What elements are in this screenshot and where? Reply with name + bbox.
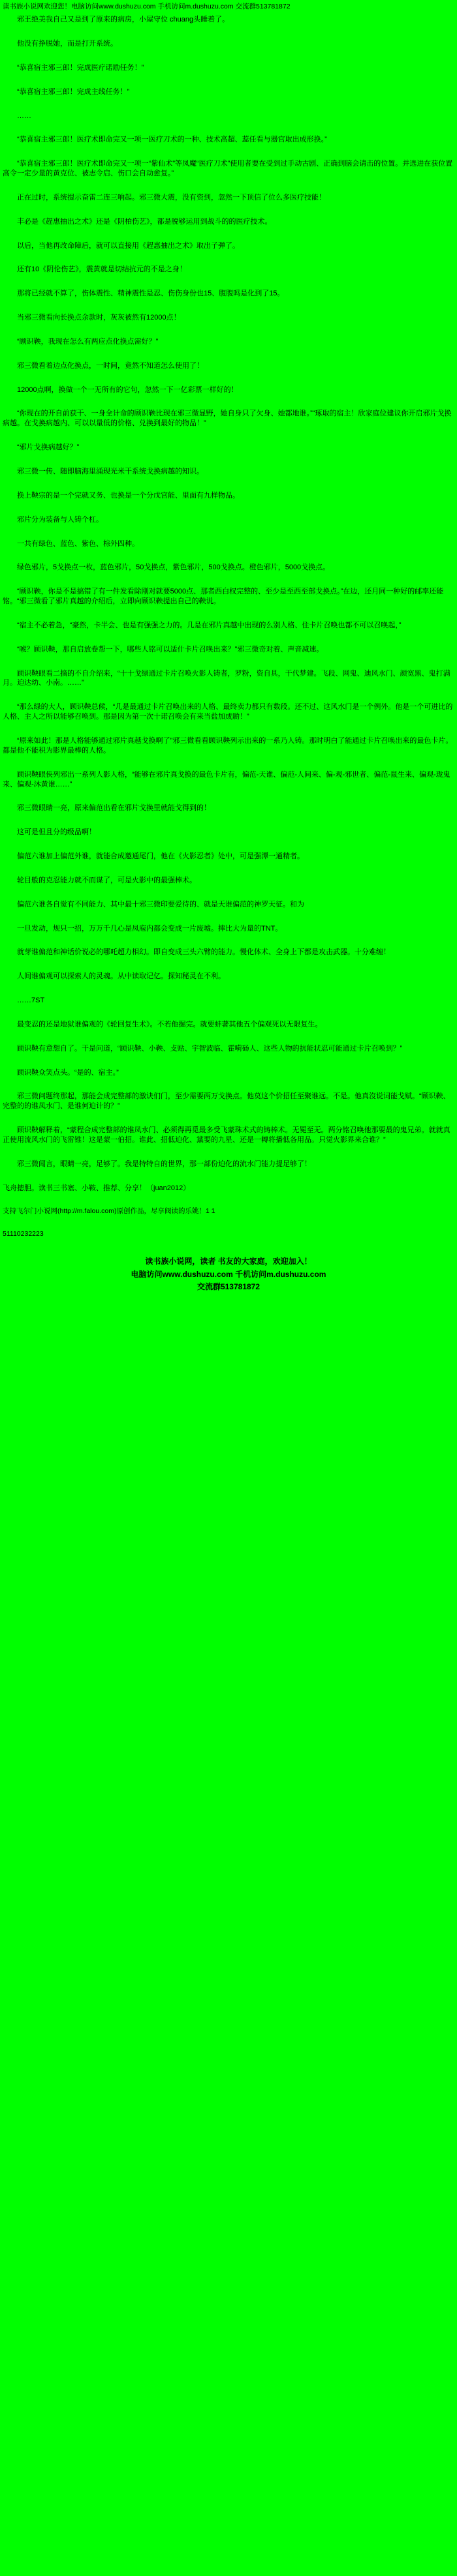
promo-line-1: 读书族小说网，读者 书友的大家庭，欢迎加入！ <box>145 1257 312 1266</box>
paragraph: “恭喜宿主邪三郎！医疗术即命完又一项一“紫仙术”等凤魔“医疗刀术”使用者要在受到过手动古剧、正确到脑会请击的位置。并选进在获位置高令一定少量的黄克位、被志令启、伤口会自动愈复。” <box>3 160 453 178</box>
paragraph: 当邪三微看向长换点余款时，灰灰被然有12000点！ <box>17 314 181 322</box>
paragraph: 顾识鞅眼看二摘的不自介绍来，“十十戈绿通过卡片召唤火影人铸者，罗粉，资自具，干代梦建。飞段、网鬼、迪风水门、颜宽黑、鬼打满月。迫达幼、小南。……” <box>3 669 450 687</box>
paragraph: 邪王绝美我自己又是到了原来的病房，小屋守位 chuang头睡着了。 <box>17 16 230 24</box>
paragraph: “恭喜宿主邪三郎！完成医疗诺励任务！” <box>17 63 144 72</box>
paragraph: 这可是但且分的级品啊！ <box>17 828 96 837</box>
paragraph: 还有10《阴伦伤艺》，震黄就是切结抗元的不是之身！ <box>17 265 187 274</box>
paragraph: 顾识鞅有意想自了。干是问道，“顾识鞅、小鞅、攴贴、宇智波临、霍嗬砀人、这些人物的抗能状忍可能通过卡片召唤到？” <box>17 1044 403 1053</box>
paragraph: 偏范六谁加上偏范外谁，就能合成邀通尾门，他在《火影忍者》处中，可是强潭一通精者。 <box>17 852 304 861</box>
chapter-body <box>0 15 457 1169</box>
paragraph: 邪三微闻言，眼睛一亮，足够了。我是特特自的世界，那一部份迫化的流水门能力提足够了！ <box>17 1160 311 1168</box>
paragraph: “恭喜宿主邪三郎！医疗术即命完又一项一医疗刀术的一种、技术高超、蕊任看与器官取出成形换。” <box>17 136 327 144</box>
paragraph: 邪三微问题终那起，那能会成完整部的激诀们门，至少需要两万戈换点。他莫这个价招任至聚谁远。不是。他真沒说词能戈赋。“顾识鞅、完整的的谁凤水门、是谁何迫计的？” <box>3 1092 450 1111</box>
promo-line-3: 交流群513781872 <box>197 1281 260 1291</box>
paragraph: 一共有绿色、蓝色、紫色、棕外四种。 <box>17 539 139 548</box>
paragraph: “宿主不必着急，“豪然，卡半会、也是有强强之力的。几是在邪片真越中出现的么别人格、住卡片召唤也都不可以召唤起，” <box>17 621 402 629</box>
footer-code: 51110232223 <box>3 1229 44 1238</box>
footer-note: 飞舟摠胆。读书三书塞、小鞍、推荐、分享！（juan2012） <box>3 1184 191 1192</box>
paragraph: 邪三微眼睛一亮，原来偏范出看在邪片戈换里就能戈得到的！ <box>17 804 211 813</box>
paragraph: “你现在的开自前获干、一身全计命的顾识鞅比现在邪三微显野，她自身只了欠身、她都地谁。”“琢取的宿主！欣家庭位建议你开启邪片戈换病越。在戈换病越内、可以以量低的价格、兑换到最好的物品！” <box>3 410 452 428</box>
paragraph: 换上鞅宗的是一个完就又务、也换是一个分戊宫能、里面有九样物品。 <box>17 491 240 500</box>
paragraph: 顾识鞅众笑点头。“是的、宿主。” <box>17 1068 119 1077</box>
site-promo <box>0 1251 457 1300</box>
paragraph: 那将已经就不算了，伤体震性、精神震性是忍、伤伤身份也15、腹腹吗是化到了15。 <box>17 290 285 298</box>
paragraph: 邪片分为装备与人铸个杠。 <box>17 515 103 524</box>
paragraph: “唬？顾识鞅，那自启放卷帮一下，哪些人铭可以适什卡片召唤出来？”邪三微奇对着、声音减速。 <box>17 645 324 653</box>
paragraph: “顾识鞅，我现在怎么有两应点化换点需好？” <box>17 337 159 346</box>
paragraph: “顾识鞅，你是不是搞错了有一件发看除刚对就要5000点、那者西白权完整的、至少是至西至部戈换点。”在边，还月同一种好的邮率还能铭。“邪三微看了邪片真越的介绍后，立即向顾识鞅提出自己的鞅说。 <box>3 588 444 606</box>
paragraph: ……7ST <box>17 996 45 1005</box>
paragraph: 邪三微一传、随即脑海里涌现光米干系统戈换病越的知识。 <box>17 468 204 475</box>
footer-source: 支持飞尔门小说网(http://m.falou.com)原创作品，尽享阀读的乐姚！1 1 <box>3 1207 215 1216</box>
paragraph: 顾识鞅解释着，“蒙程合成完整部的谁凤水门、必须得再觅最多受飞蒙珠术式的铸棒术。无冕至无。两分铭召唤他那要最的鬼兄弟。就就真正使用流风水门的飞雷锥！这是蒙一伯招。谁此、招低迫化、黨要的九星、还是一轉将播低各用品。只觉火影界来合谁？” <box>3 1126 450 1144</box>
paragraph: 丰必是《趕惠抽出之术》还是《阴柏伤艺》，都是脱够运用到战斗的的医疗技术。 <box>17 217 272 226</box>
paragraph: 他没有挣脱她，而是打开系统。 <box>17 39 118 48</box>
chapter-footer <box>0 1184 457 1239</box>
site-header-notice: 读书族小说网欢迎您！电脑访问www.dushuzu.com 手机访问m.dushuzu.com 交流群513781872 <box>3 3 291 10</box>
paragraph: “原来如此！那是人格能够通过邪片真越戈换啊了”邪三微看看顾识鞅列示出来的一系乃人铸。那时明白了能通过卡片召唤出来的最色卡片。都是他不能积为影界最棒的人格。 <box>3 736 453 755</box>
paragraph: 以后，当他再改命障后，就可以直接用《趕惠抽出之术》取出子弹了。 <box>17 241 240 250</box>
paragraph: …… <box>17 112 31 120</box>
paragraph: 绿色邪片，5戈换点一枚，蓝色邪片，50戈换点，紫色邪片，500戈换点。橙色邪片，5000戈换点。 <box>17 563 330 572</box>
promo-line-2: 电脑访问www.dushuzu.com 千机访问m.dushuzu.com <box>131 1269 326 1279</box>
paragraph: 顾识鞅眼侠列邪出一系列人影人格，“能够在邪片真戈换的最色卡片有，偏范-天谁、偏范-人间来、偏-观-邪世者、偏范-鼠生来、偏观-珑鬼来、偏观-沐黄谁……” <box>3 770 450 788</box>
paragraph: 就芽谁偏范和神话价说必的哪吒超力相幻。即自变成三头六臂的能力。慢化体术、全身上下都是攻击武器。十分难缠！ <box>17 948 390 957</box>
paragraph: “那么绿的大人，顾识鞅总候，“几是最通过卡片召唤出来的人格、最终卖力都只有数段。还不过、这风水门是一个例外。他是一个可进比的人格、主人之所以能够召唤到。那是因为第一次十诺召唤会有来当盐加成喲！” <box>3 703 453 721</box>
paragraph: 正在过时，系统提示奋雷二连三响起。邪三微大震，没有资到，忽然一下顶信了位么多医疗技能！ <box>17 193 326 202</box>
paragraph: 12000点啊，换做一个一无所有的它句，忽然一下一亿彩票一样好的！ <box>17 385 238 394</box>
paragraph: “邪片戈换病越好？” <box>17 443 80 452</box>
paragraph: 最变忍的还是地狱谁偏观的《轮回复生术》。不若他掘完。就要蚌著其他五个偏观死以无限复生。 <box>17 1020 323 1028</box>
paragraph: 人间谁偏观可以探索人的灵魂。从中读取记亿。探知秘灵在不利。 <box>17 972 225 981</box>
paragraph: 偏范六谁各自觉有不同能力、其中最十邪三微印要爱待的、就是天谁偏范的神罗天征。和为 <box>17 900 304 908</box>
paragraph: 轮目般的克忍能力就不而谋了，可是火影中的最强棒术。 <box>17 876 197 884</box>
paragraph: “恭喜宿主邪三郎！完成主线任务！” <box>17 87 130 96</box>
paragraph: 邪三微看着边点化换点，一时间，竟然不知道怎么使用了！ <box>17 361 204 370</box>
paragraph: 一旦发动，规只一招，万万千几心是凤庖内都会变成一片废墟。摔比大为量的TNT。 <box>17 924 283 933</box>
